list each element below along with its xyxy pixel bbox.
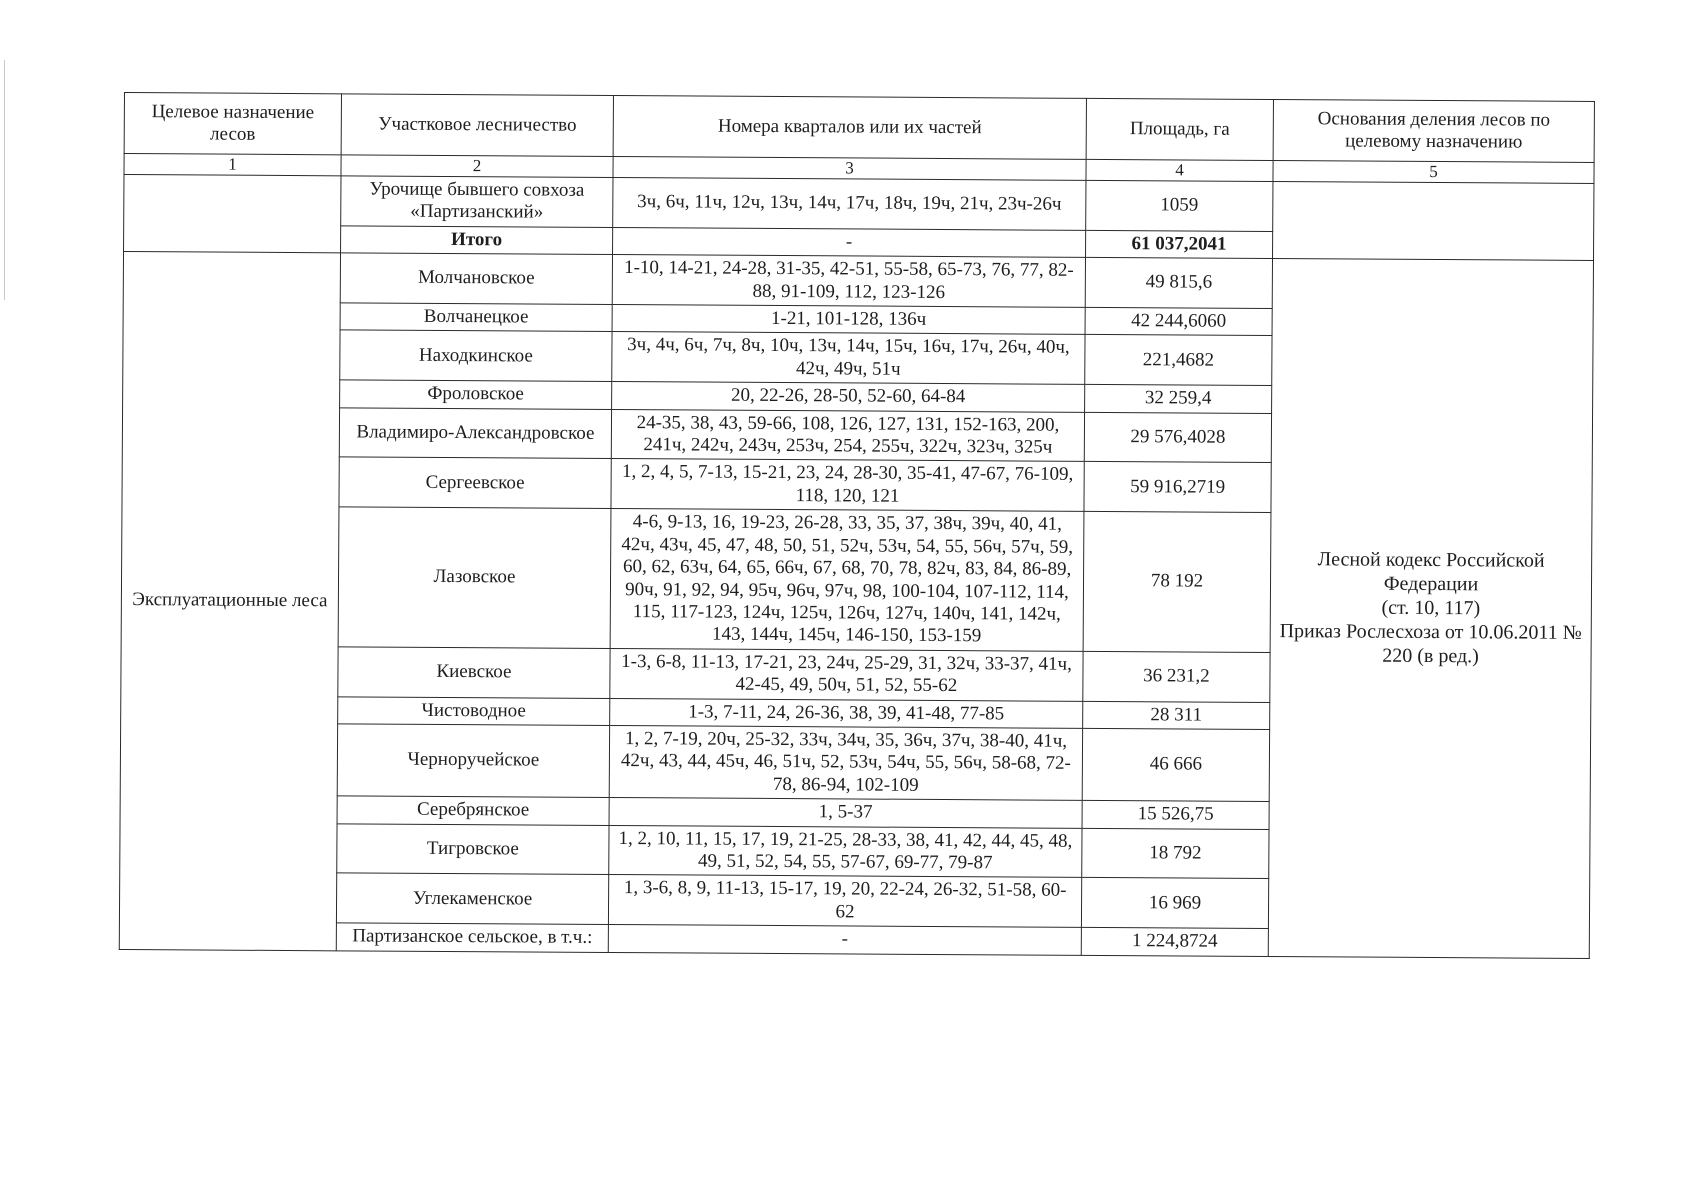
forestry-name: Сергеевское [339, 457, 611, 508]
column-number: 2 [341, 155, 613, 178]
scan-edge-line [4, 60, 5, 300]
forestry-name: Владимиро-Александровское [339, 407, 611, 458]
forestry-name: Волчанецкое [340, 303, 612, 332]
total-quarters: - [613, 227, 1086, 257]
area-value: 28 311 [1083, 701, 1270, 730]
basis-articles: (ст. 10, 117) [1381, 597, 1481, 620]
area-value: 32 259,4 [1085, 385, 1272, 414]
header-area: Площадь, га [1086, 98, 1273, 160]
header-purpose: Целевое назначение лесов [124, 93, 341, 155]
area-value: 1 224,8724 [1081, 928, 1268, 957]
area-value: 1059 [1086, 180, 1273, 231]
header-forestry: Участковое лесничество [341, 94, 613, 157]
table-row [124, 175, 1594, 234]
area-value: 29 576,4028 [1084, 412, 1271, 463]
area-value: 78 192 [1083, 512, 1271, 653]
quarters-list: 1-3, 6-8, 11-13, 17-21, 23, 24ч, 25-29, 31, 32ч, 33-37, 41ч, 42-45, 49, 50ч, 51, 52, 55-62 [610, 648, 1083, 701]
forestry-name: Находкинское [340, 330, 612, 381]
quarters-list: 20, 22-26, 28-50, 52-60, 64-84 [612, 382, 1085, 412]
forestry-name: Лазовское [338, 507, 611, 648]
quarters-list: 1, 5-37 [609, 798, 1082, 828]
area-value: 59 916,2719 [1084, 462, 1271, 513]
quarters-list: 1, 2, 4, 5, 7-13, 15-21, 23, 24, 28-30, 35-41, 47-67, 76-109, 118, 120, 121 [611, 459, 1084, 512]
forestry-name: Урочище бывшего совхоза «Партизанский» [341, 176, 613, 227]
header-row [124, 93, 1594, 163]
quarters-list: 1, 3-6, 8, 9, 11-13, 15-17, 19, 20, 22-24, 26-32, 51-58, 60-62 [608, 875, 1081, 928]
previous-category-cell [124, 175, 341, 254]
column-number: 4 [1086, 159, 1273, 181]
quarters-list: 1-3, 7-11, 24, 26-36, 38, 39, 41-48, 77-85 [610, 698, 1083, 728]
area-value: 36 231,2 [1083, 651, 1270, 702]
table-row [123, 252, 1593, 311]
column-number: 1 [124, 154, 341, 176]
area-value: 18 792 [1082, 828, 1269, 879]
forest-division-table [119, 92, 1595, 959]
quarters-list: 1, 2, 7-19, 20ч, 25-32, 33ч, 34ч, 35, 36ч, 37ч, 38-40, 41ч, 42ч, 43, 44, 45ч, 46, 51ч, 52, 53ч, 54ч, 55, 56ч, 58-68, 72-78, 86-94, 102-109 [609, 725, 1082, 800]
forestry-name: Молчановское [340, 253, 612, 304]
column-number: 3 [613, 156, 1086, 180]
quarters-list: 1, 2, 10, 11, 15, 17, 19, 21-25, 28-33, 38, 41, 42, 44, 45, 48, 49, 51, 52, 54, 55, 57-67, 69-77, 79-87 [609, 825, 1082, 878]
total-area: 61 037,2041 [1086, 230, 1273, 259]
quarters-list: 3ч, 6ч, 11ч, 12ч, 13ч, 14ч, 17ч, 18ч, 19ч, 21ч, 23ч-26ч [613, 177, 1086, 230]
basis-cell [1268, 259, 1593, 958]
area-value: 46 666 [1082, 728, 1269, 801]
quarters-list: 24-35, 38, 43, 59-66, 108, 126, 127, 131, 152-163, 200, 241ч, 242ч, 243ч, 253ч, 254, 255ч, 322ч, 323ч, 325ч [611, 409, 1084, 462]
header-quarters: Номера кварталов или их частей [613, 95, 1086, 159]
area-value: 49 815,6 [1085, 258, 1272, 309]
header-basis: Основания деления лесов по целевому назначению [1273, 100, 1594, 163]
document-sheet [119, 92, 1594, 959]
column-number: 5 [1273, 161, 1594, 184]
quarters-list: 4-6, 9-13, 16, 19-23, 26-28, 33, 35, 37, 38ч, 39ч, 40, 41, 42ч, 43ч, 45, 47, 48, 50, 51, 52ч, 53ч, 54, 55, 56ч, 57ч, 59, 60, 62, 63ч, 64, 65, 66ч, 67, 68, 70, 78, 82ч, 83, 84, 86-89, 90ч, 91, 92, 94, 95ч, 96ч, 97ч, 98, 100-104, 107-112, 114, 115, 117-123, 124ч, 125ч, 126ч, 127ч, 140ч, 141, 142ч, 143, 144ч, 145ч, 146-150, 153-159 [610, 509, 1084, 651]
category-name: Эксплуатационные леса [119, 252, 340, 951]
area-value: 221,4682 [1085, 335, 1272, 386]
forestry-name: Углекаменское [336, 873, 608, 924]
forestry-name: Серебрянское [337, 796, 609, 825]
area-value: 15 526,75 [1082, 801, 1269, 830]
forestry-name: Черноручейское [337, 724, 609, 798]
quarters-list: 3ч, 4ч, 6ч, 7ч, 8ч, 10ч, 13ч, 14ч, 15ч, 16ч, 17ч, 26ч, 40ч, 42ч, 49ч, 51ч [612, 332, 1085, 385]
forestry-name: Фроловское [340, 380, 612, 409]
forestry-name: Тигровское [337, 823, 609, 874]
area-value: 16 969 [1081, 878, 1268, 929]
total-label: Итого [341, 226, 613, 255]
quarters-list: 1-21, 101-128, 136ч [612, 305, 1085, 335]
quarters-list: - [608, 925, 1081, 955]
area-value: 42 244,6060 [1085, 307, 1272, 336]
forestry-name: Чистоводное [338, 696, 610, 725]
basis-law: Лесной кодекс Российской Федерации [1317, 548, 1545, 596]
quarters-list: 1-10, 14-21, 24-28, 31-35, 42-51, 55-58, 65-73, 76, 77, 82-88, 91-109, 112, 123-126 [612, 255, 1085, 308]
forestry-name: Партизанское сельское, в т.ч.: [336, 923, 608, 952]
basis-order: Приказ Рослесхоза от 10.06.2011 № 220 (в ред.) [1279, 620, 1582, 668]
forestry-name: Киевское [338, 647, 610, 698]
previous-basis-cell [1273, 182, 1594, 261]
